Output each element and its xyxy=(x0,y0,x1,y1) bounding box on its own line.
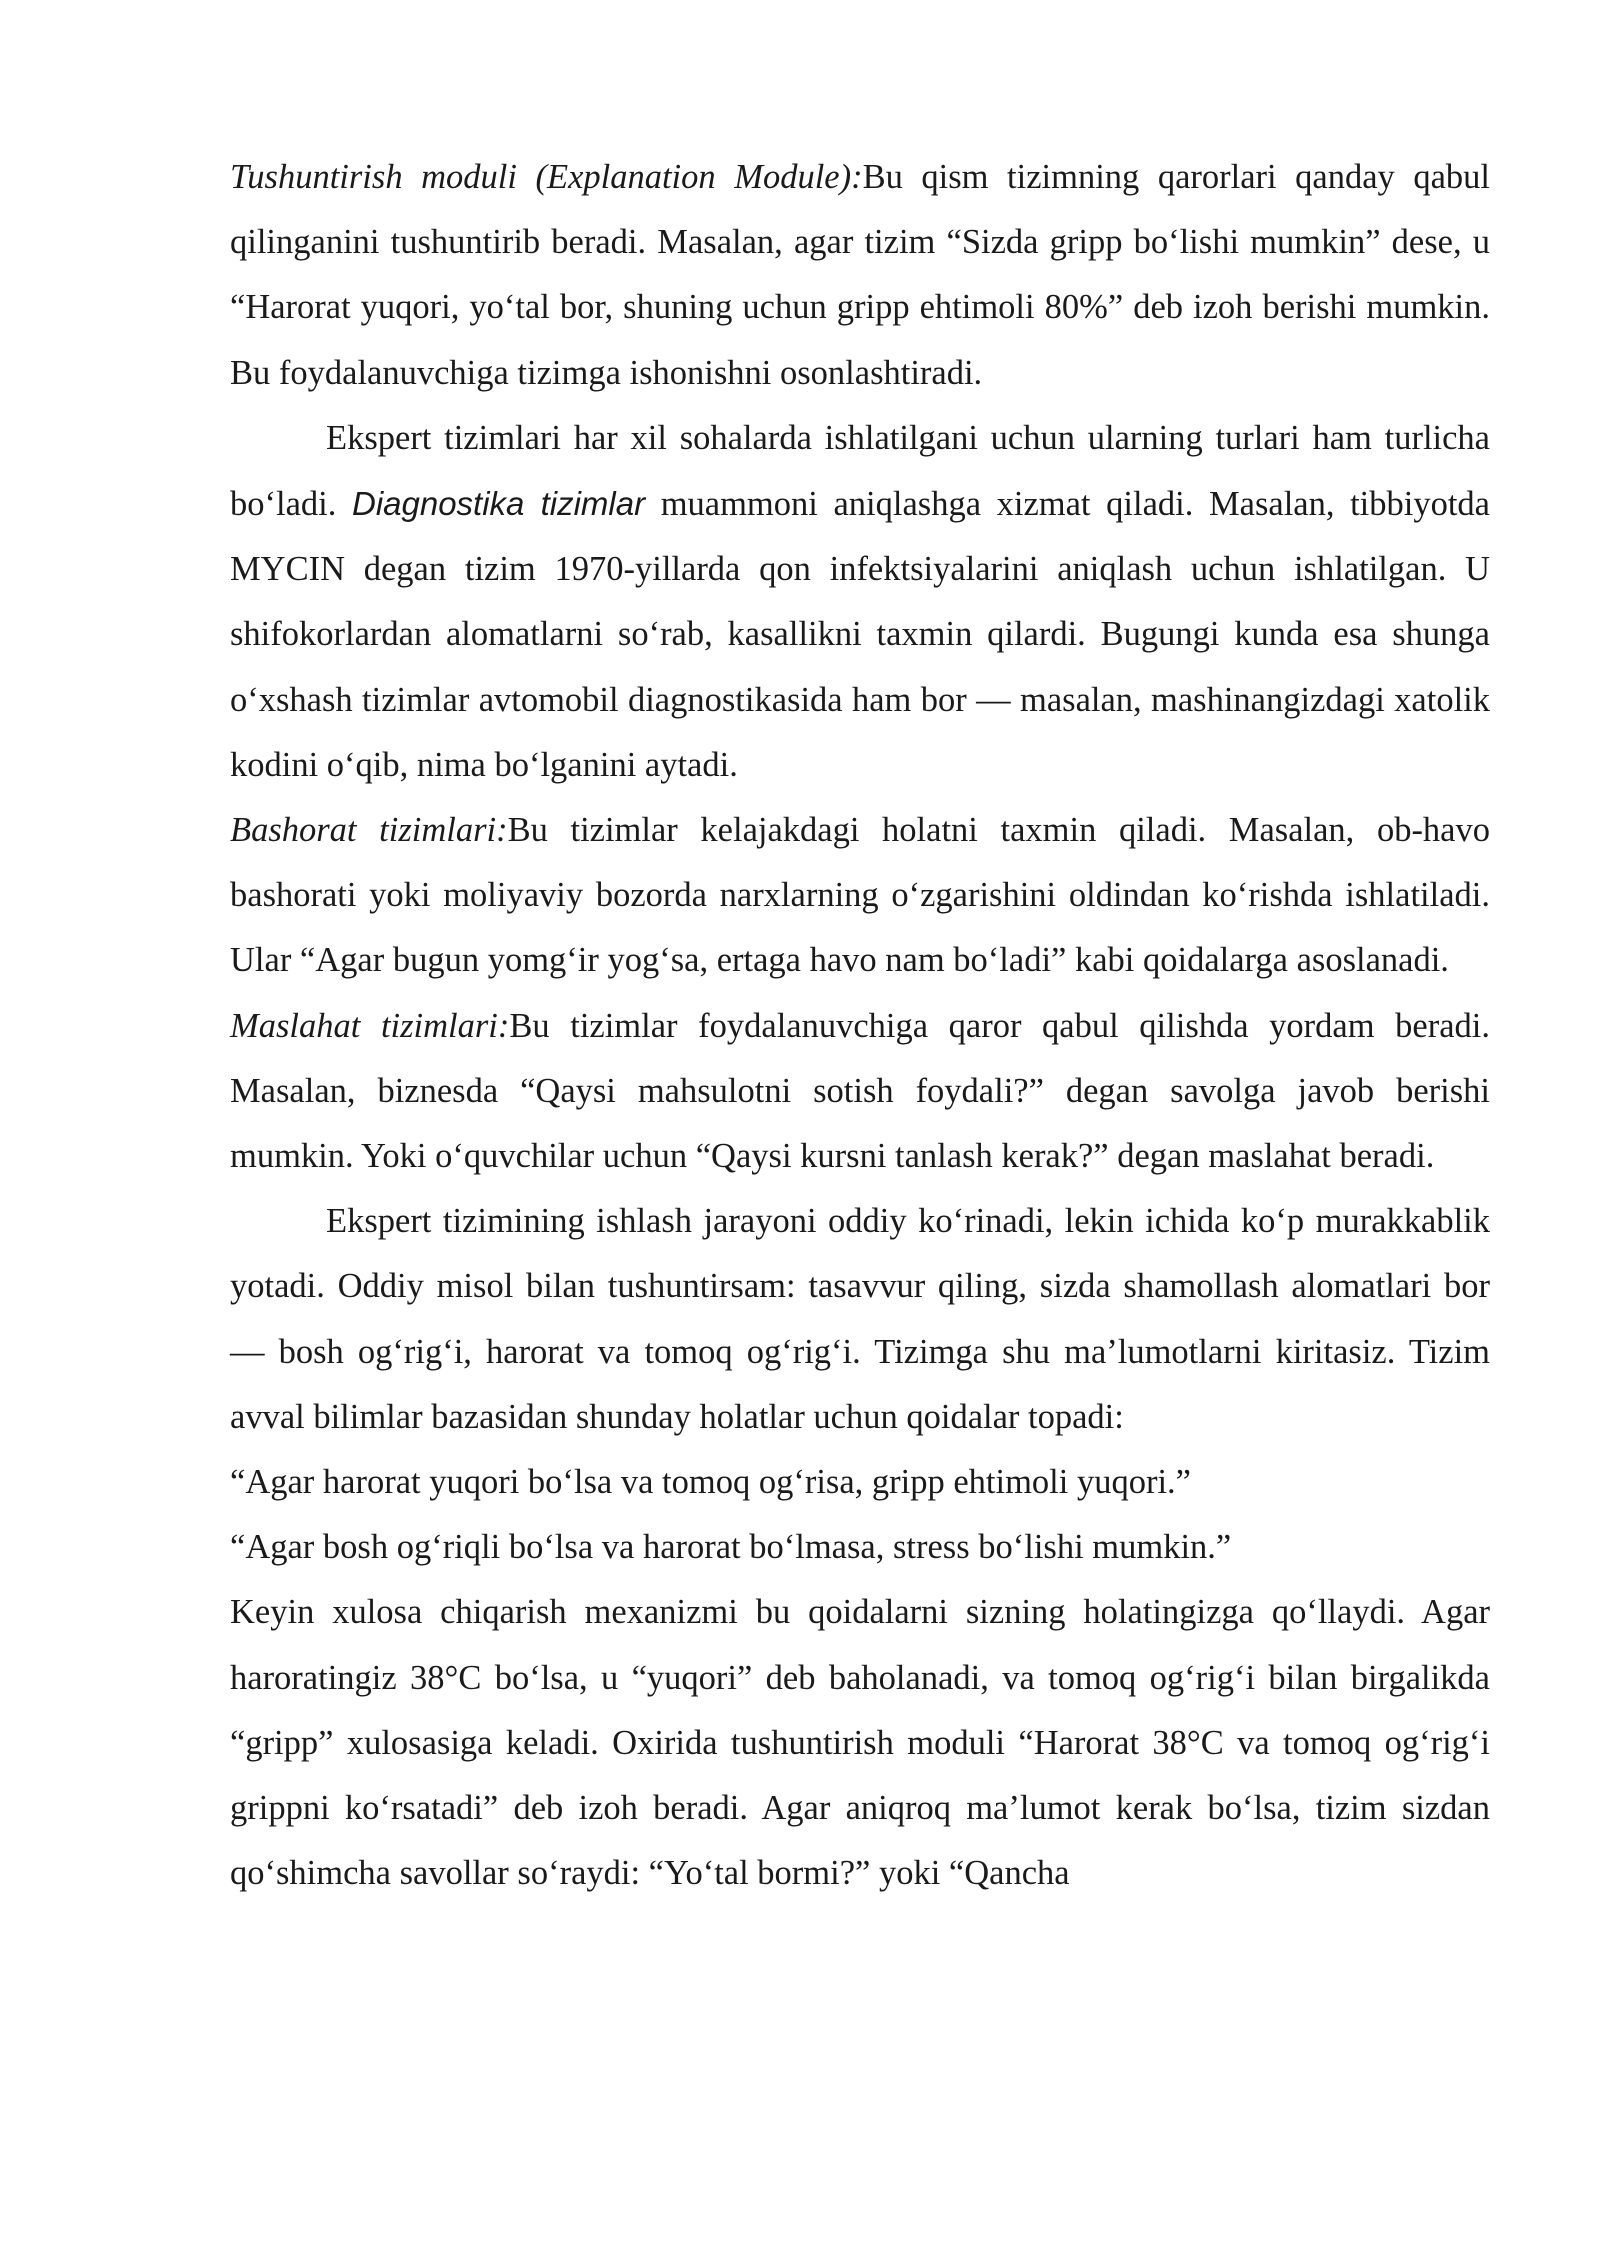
advice-systems-heading: Maslahat tizimlari: xyxy=(230,1006,510,1045)
system-types-text: muammoni aniqlashga xizmat qiladi. Masalan, tibbiyotda MYCIN degan tizim 1970-yillarda qon infektsiyalarini aniqlash uchun ishlatilgan. U shifokorlardan alomatlarni so‘rab, kasallikni taxmin qilardi. Bugungi kunda esa shunga o‘xshash tizimlar avtomobil diagnostikasida ham bor — masalan, mashinangizdagi xatolik kodini o‘qib, nima bo‘lganini aytadi. xyxy=(230,485,1490,784)
conclusion-text: Keyin xulosa chiqarish mexanizmi bu qoidalarni sizning holatingizga qo‘llaydi. Agar haroratingiz 38°C bo‘lsa, u “yuqori” deb baholanadi, va tomoq og‘rig‘i bilan birgalikda “gripp” xulosasiga keladi. Oxirida tushuntirish moduli “Harorat 38°C va tomoq og‘rig‘i grippni ko‘rsatadi” deb izoh beradi. Agar aniqroq ma’lumot kerak bo‘lsa, tizim sizdan qo‘shimcha savollar so‘raydi: “Yo‘tal bormi?” yoki “Qancha xyxy=(230,1593,1490,1893)
forecast-systems-heading: Bashorat tizimlari: xyxy=(230,811,508,850)
paragraph-conclusion xyxy=(230,1580,1490,1906)
system-types-intro: Ekspert tizimlari har xil sohalarda ishlatilgani uchun ularning turlari ham turlicha bo‘ladi. xyxy=(230,418,1490,524)
rule-quote-1 xyxy=(230,1450,1490,1515)
rule-quote-1-text: “Agar harorat yuqori bo‘lsa va tomoq og‘risa, gripp ehtimoli yuqori.” xyxy=(230,1463,1191,1502)
rule-quote-2 xyxy=(230,1515,1490,1580)
diagnostics-term: Diagnostika tizimlar xyxy=(351,485,646,523)
document-body xyxy=(230,145,1490,1906)
working-process-text: Ekspert tizimining ishlash jarayoni oddiy ko‘rinadi, lekin ichida ko‘p murakkablik yotadi. Oddiy misol bilan tushuntirsam: tasavvur qiling, sizda shamollash alomatlari bor — bosh og‘rig‘i, harorat va tomoq og‘rig‘i. Tizimga shu ma’lumotlarni kiritasiz. Tizim avval bilimlar bazasidan shunday holatlar uchun qoidalar topadi: xyxy=(230,1202,1490,1436)
paragraph-explanation-module xyxy=(230,145,1490,406)
paragraph-working-process xyxy=(230,1189,1490,1450)
explanation-module-heading: Tushuntirish moduli (Explanation Module): xyxy=(230,158,863,196)
paragraph-advice-systems xyxy=(230,994,1490,1190)
explanation-module-text: Bu qism tizimning qarorlari qanday qabul qilinganini tushuntirib beradi. Masalan, agar tizim “Sizda gripp bo‘lishi mumkin” dese, u “Harorat yuqori, yo‘tal bor, shuning uchun gripp ehtimoli 80%” deb izoh berishi mumkin. Bu foydalanuvchiga tizimga ishonishni osonlashtiradi. xyxy=(230,158,1490,392)
paragraph-system-types xyxy=(230,406,1490,798)
forecast-systems-text: Bu tizimlar kelajakdagi holatni taxmin qiladi. Masalan, ob-havo bashorati yoki moliyaviy bozorda narxlarning o‘zgarishini oldindan ko‘rishda ishlatiladi. Ular “Agar bugun yomg‘ir yog‘sa, ertaga havo nam bo‘ladi” kabi qoidalarga asoslanadi. xyxy=(230,811,1490,980)
paragraph-forecast-systems xyxy=(230,798,1490,994)
advice-systems-text: Bu tizimlar foydalanuvchiga qaror qabul qilishda yordam beradi. Masalan, biznesda “Qaysi mahsulotni sotish foydali?” degan savolga javob berishi mumkin. Yoki o‘quvchilar uchun “Qaysi kursni tanlash kerak?” degan maslahat beradi. xyxy=(230,1006,1490,1176)
rule-quote-2-text: “Agar bosh og‘riqli bo‘lsa va harorat bo‘lmasa, stress bo‘lishi mumkin.” xyxy=(230,1528,1232,1567)
